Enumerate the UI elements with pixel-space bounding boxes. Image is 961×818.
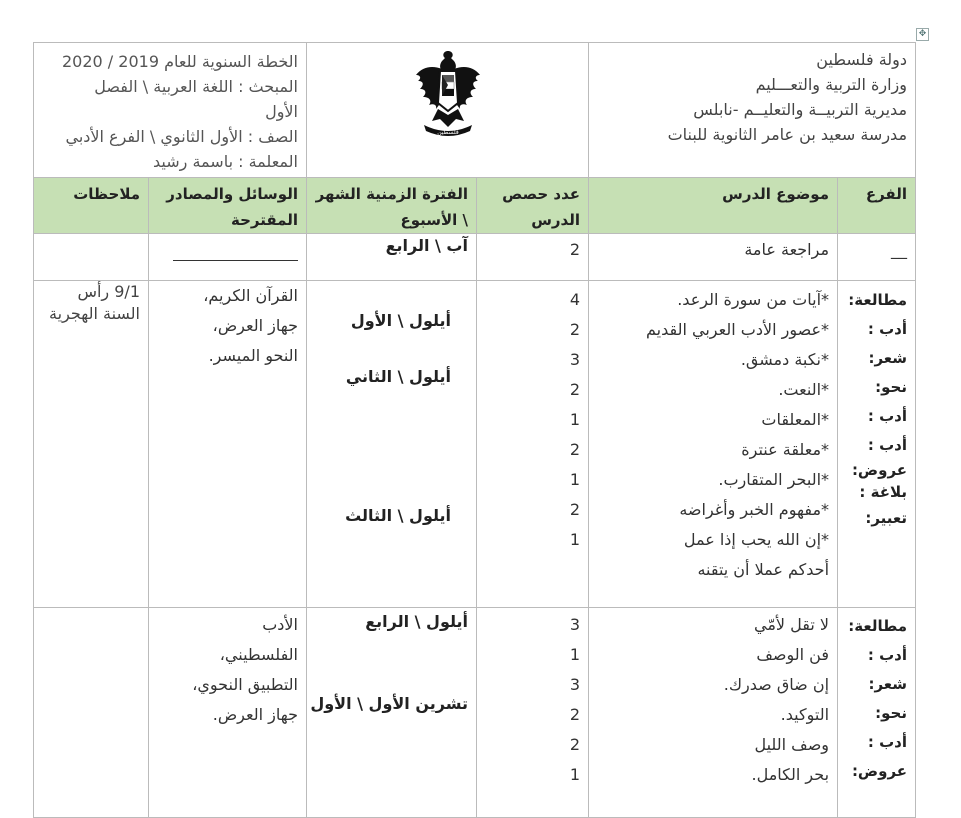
count-value: 3	[569, 350, 580, 369]
header-line: مديرية التربيــة والتعليــم -نابلس	[693, 100, 908, 119]
palestine-eagle-emblem-icon	[412, 45, 484, 143]
branch-label: عروض:	[851, 762, 908, 780]
period-cell	[307, 608, 477, 818]
emblem-caption: فلسطين	[436, 129, 459, 136]
note-line: السنة الهجرية	[49, 304, 140, 323]
col-period: الفترة الزمنية الشهر \ الأسبوع	[307, 178, 477, 234]
notes-cell	[34, 608, 149, 818]
topic-line: أحدكم عملا أن يتقنه	[697, 560, 830, 579]
resources-cell	[149, 608, 307, 818]
count-value: 1	[569, 410, 580, 429]
plan-line: الصف : الأول الثانوي \ الفرع الأدبي	[65, 127, 298, 146]
topic-line: *آيات من سورة الرعد.	[677, 290, 830, 309]
table-move-handle-icon[interactable]: ✥	[916, 28, 929, 41]
count-value: 3	[569, 615, 580, 634]
count-value: 2	[569, 380, 580, 399]
branch-label: تعبير:	[865, 509, 908, 527]
branch-label: مطالعة:	[848, 617, 908, 635]
branch-label: مطالعة:	[848, 291, 908, 309]
annual-plan-table	[33, 42, 916, 818]
column-header-row	[34, 178, 916, 234]
branch-label: أدب :	[867, 407, 908, 425]
count-value: 4	[569, 290, 580, 309]
plan-info	[34, 43, 307, 178]
table-row	[34, 281, 916, 608]
resources-cell	[149, 281, 307, 608]
col-branch: الفرع	[838, 178, 916, 234]
resource-line: النحو الميسر.	[208, 346, 298, 365]
topic-line: *مفهوم الخبر وأغراضه	[679, 500, 830, 519]
blank-line	[173, 260, 298, 261]
col-resources: الوسائل والمصادر المقترحة	[149, 178, 307, 234]
count-value: 2	[569, 500, 580, 519]
topic-line: بحر الكامل.	[751, 765, 830, 784]
topic-line: إن ضاق صدرك.	[723, 675, 830, 694]
table-row	[34, 608, 916, 818]
resource-line: التطبيق النحوي،	[192, 675, 298, 694]
branch-label: أدب :	[867, 733, 908, 751]
plan-line: المبحث : اللغة العربية \ الفصل	[94, 77, 298, 96]
count-value: 2	[569, 735, 580, 754]
count-cell	[477, 608, 589, 818]
topic-line: التوكيد.	[780, 705, 830, 724]
count-value: 2	[569, 320, 580, 339]
count-value: 1	[569, 530, 580, 549]
plan-line: الخطة السنوية للعام 2019 / 2020	[62, 52, 298, 71]
notes-cell	[34, 281, 149, 608]
count-value: 2	[569, 440, 580, 459]
branch-cell	[838, 608, 916, 818]
resources-cell	[149, 234, 307, 281]
topic-line: *البحر المتقارب.	[718, 470, 830, 489]
period-label: أيلول \ الرابع	[365, 612, 468, 631]
table-row	[34, 234, 916, 281]
topic-line: *المعلقات	[761, 410, 830, 429]
branch-label: شعر:	[868, 349, 908, 367]
plan-line: الأول	[265, 102, 298, 121]
header-line: وزارة التربية والتعـــليم	[755, 75, 908, 94]
topic-line: *النعت.	[778, 380, 830, 399]
branch-label: نحو:	[875, 378, 908, 396]
resource-line: الفلسطيني،	[219, 645, 298, 664]
branch-label: أدب :	[867, 320, 908, 338]
period-label: أيلول \ الأول	[350, 311, 451, 330]
count-value: 1	[569, 645, 580, 664]
notes-cell	[34, 234, 149, 281]
branch-label: بلاغة :	[859, 483, 908, 501]
header-line: مدرسة سعيد بن عامر الثانوية للبنات	[667, 125, 908, 144]
col-notes: ملاحظات	[34, 178, 149, 234]
count-value: 1	[569, 765, 580, 784]
count-cell: 2	[477, 234, 589, 281]
period-label: أيلول \ الثالث	[345, 506, 451, 525]
header-row	[34, 43, 916, 178]
topic-line: لا تقل لأمّي	[754, 615, 830, 634]
col-topic: موضوع الدرس	[589, 178, 838, 234]
topic-line: *نكبة دمشق.	[740, 350, 830, 369]
resource-line: جهاز العرض،	[212, 316, 298, 335]
period-label: تشرين الأول \ الأول	[310, 694, 468, 713]
header-line: دولة فلسطين	[816, 50, 908, 69]
count-value: 1	[569, 470, 580, 489]
resource-line: القرآن الكريم،	[203, 286, 298, 305]
topic-cell	[589, 608, 838, 818]
branch-label: أدب :	[867, 436, 908, 454]
branch-cell	[838, 281, 916, 608]
branch-label: أدب :	[867, 646, 908, 664]
period-cell: آب \ الرابع	[307, 234, 477, 281]
resource-line: الأدب	[262, 615, 298, 634]
count-cell	[477, 281, 589, 608]
branch-label: نحو:	[875, 704, 908, 722]
logo-cell	[307, 43, 589, 178]
topic-cell: مراجعة عامة	[589, 234, 838, 281]
resource-line: جهاز العرض.	[212, 705, 298, 724]
branch-label: شعر:	[868, 675, 908, 693]
topic-line: وصف الليل	[754, 735, 830, 754]
branch-label: عروض:	[851, 461, 908, 479]
count-value: 2	[569, 705, 580, 724]
topic-line: *عصور الأدب العربي القديم	[646, 320, 830, 339]
plan-line: المعلمة : باسمة رشيد	[153, 152, 298, 171]
period-cell	[307, 281, 477, 608]
note-line: 9/1 رأس	[77, 282, 140, 301]
topic-line: فن الوصف	[756, 645, 830, 664]
col-count: عدد حصص الدرس	[477, 178, 589, 234]
school-info	[589, 43, 916, 178]
branch-cell: __	[838, 234, 916, 281]
topic-line: *إن الله يحب إذا عمل	[683, 530, 830, 549]
count-value: 3	[569, 675, 580, 694]
topic-cell	[589, 281, 838, 608]
topic-line: *معلقة عنترة	[741, 440, 830, 459]
period-label: أيلول \ الثاني	[345, 367, 451, 386]
